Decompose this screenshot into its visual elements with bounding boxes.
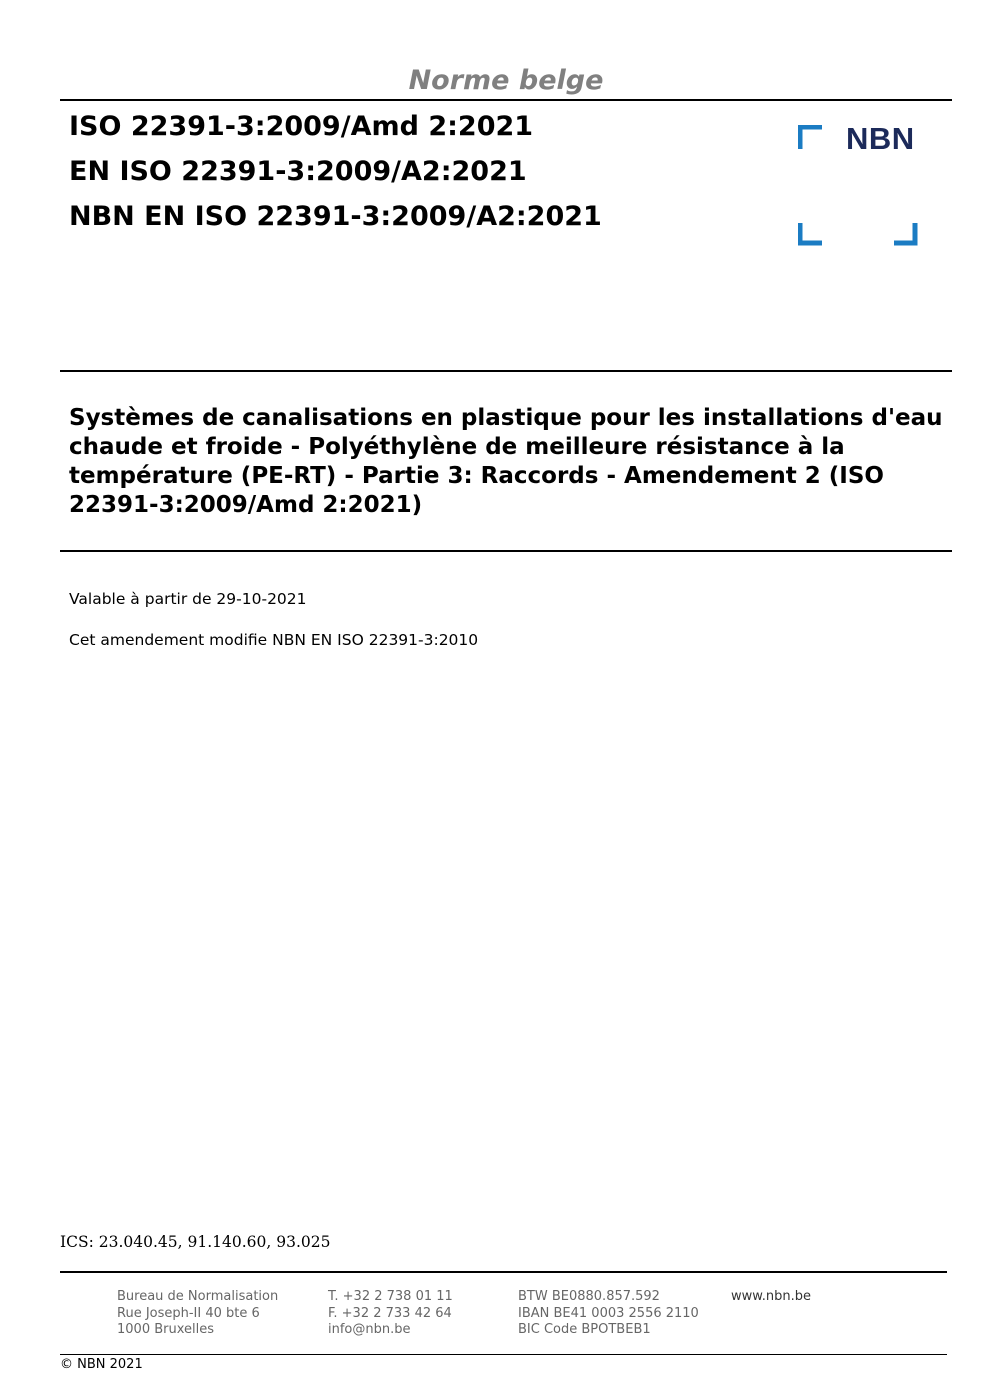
footer-address-line: Rue Joseph-II 40 bte 6 — [117, 1305, 260, 1321]
header-divider — [60, 99, 952, 101]
footer-phone: T. +32 2 738 01 11 — [328, 1289, 453, 1304]
copyright-notice: © NBN 2021 — [60, 1357, 143, 1372]
validity-date: Valable à partir de 29-10-2021 — [69, 590, 307, 608]
footer-vat: BTW BE0880.857.592 — [518, 1289, 660, 1304]
nbn-logo — [798, 121, 920, 247]
amendment-note: Cet amendement modifie NBN EN ISO 22391-3:2010 — [69, 631, 479, 649]
footer-bottom-divider — [60, 1354, 947, 1355]
title-bottom-divider — [60, 550, 952, 552]
nbn-logo-text: NBN — [846, 121, 915, 156]
footer-address-line: 1000 Bruxelles — [117, 1322, 215, 1337]
footer-website[interactable] — [731, 1289, 811, 1306]
footer-address-line: Bureau de Normalisation — [117, 1289, 279, 1304]
title-top-divider — [60, 370, 952, 372]
iso-reference: ISO 22391-3:2009/Amd 2:2021 — [69, 111, 534, 142]
footer-bank-details — [518, 1289, 699, 1339]
footer-bic: BIC Code BPOTBEB1 — [518, 1322, 651, 1337]
footer-iban: IBAN BE41 0003 2556 2110 — [518, 1305, 699, 1321]
footer-email[interactable]: info@nbn.be — [328, 1322, 411, 1337]
en-reference: EN ISO 22391-3:2009/A2:2021 — [69, 156, 527, 187]
document-title: Systèmes de canalisations en plastique pour les installations d'eau chaude et froide - Polyéthylène de meilleure résistance à la température (PE-RT) - Partie 3: Raccords - Amendement 2 (ISO 22391-3:2009/Amd 2:2021) — [69, 405, 943, 518]
nbn-reference: NBN EN ISO 22391-3:2009/A2:2021 — [69, 201, 602, 232]
footer-contact — [328, 1289, 453, 1339]
footer-top-divider — [60, 1271, 947, 1273]
footer-address — [117, 1289, 278, 1339]
footer-website-link[interactable]: www.nbn.be — [731, 1289, 811, 1304]
document-type-label: Norme belge — [408, 65, 604, 96]
ics-codes: ICS: 23.040.45, 91.140.60, 93.025 — [60, 1233, 331, 1251]
footer-fax: F. +32 2 733 42 64 — [328, 1305, 452, 1321]
